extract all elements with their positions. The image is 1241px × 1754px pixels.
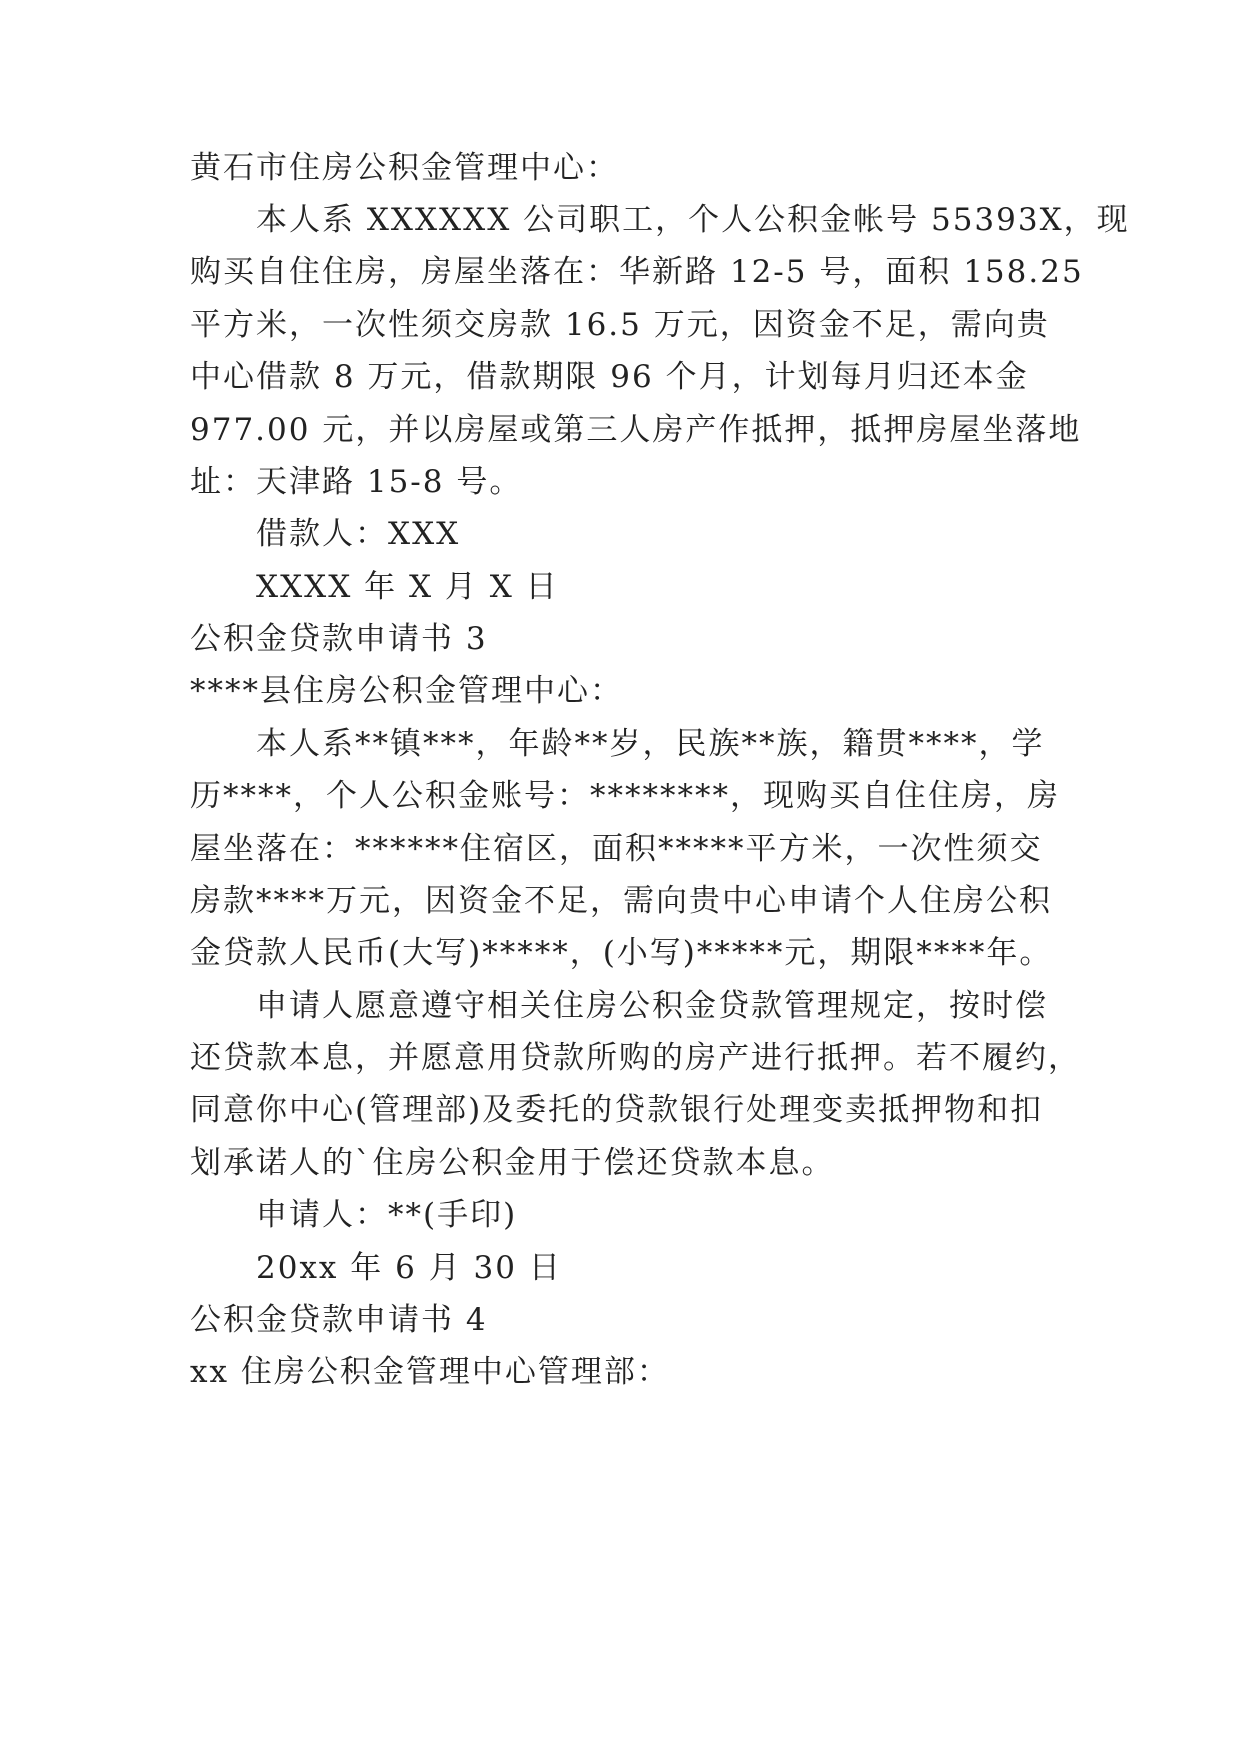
letter-3-body-line: 金贷款人民币(大写)*****，(小写)*****元，期限****年。 [190,935,1053,971]
letter-3-applicant: 申请人：**(手印) [256,1197,518,1233]
letter-1-body-line: 977.00 元，并以房屋或第三人房产作抵押，抵押房屋坐落地 [190,412,1082,448]
letter-1-body-line: 址：天津路 15-8 号。 [190,464,523,500]
letter-1-body-line: 本人系 XXXXXX 公司职工，个人公积金帐号 55393X，现 [256,202,1130,238]
letter-1-body-line: 平方米，一次性须交房款 16.5 万元，因资金不足，需向贵 [190,307,1050,343]
letter-3-body-line: 本人系**镇***，年龄**岁，民族**族，籍贯****，学 [256,726,1045,762]
letter-1-date: XXXX 年 X 月 X 日 [256,569,559,605]
letter-3-salutation: ****县住房公积金管理中心： [190,673,623,709]
letter-3-date: 20xx 年 6 月 30 日 [256,1250,562,1286]
section-title-3: 公积金贷款申请书 3 [190,621,488,657]
letter-1-body-line: 中心借款 8 万元，借款期限 96 个月，计划每月归还本金 [190,359,1029,395]
letter-1-body-line: 购买自住住房，房屋坐落在：华新路 12-5 号，面积 158.25 [190,254,1084,290]
letter-3-body-line: 屋坐落在：******住宿区，面积*****平方米，一次性须交 [190,831,1043,867]
letter-1-borrower: 借款人：XXX [256,516,461,552]
letter-3-body-line: 还贷款本息，并愿意用贷款所购的房产进行抵押。若不履约， [190,1040,1081,1076]
section-title-4: 公积金贷款申请书 4 [190,1302,488,1338]
letter-3-body-line: 划承诺人的`住房公积金用于偿还贷款本息。 [190,1145,835,1181]
letter-3-body-line: 申请人愿意遵守相关住房公积金贷款管理规定，按时偿 [256,988,1048,1024]
letter-4-salutation: xx 住房公积金管理中心管理部： [190,1354,670,1390]
letter-3-body-line: 历****，个人公积金账号：********，现购买自住住房，房 [190,778,1060,814]
letter-3-body-line: 房款****万元，因资金不足，需向贵中心申请个人住房公积 [190,883,1052,919]
letter-3-body-line: 同意你中心(管理部)及委托的贷款银行处理变卖抵押物和扣 [190,1092,1044,1128]
letter-1-salutation: 黄石市住房公积金管理中心： [190,150,619,186]
